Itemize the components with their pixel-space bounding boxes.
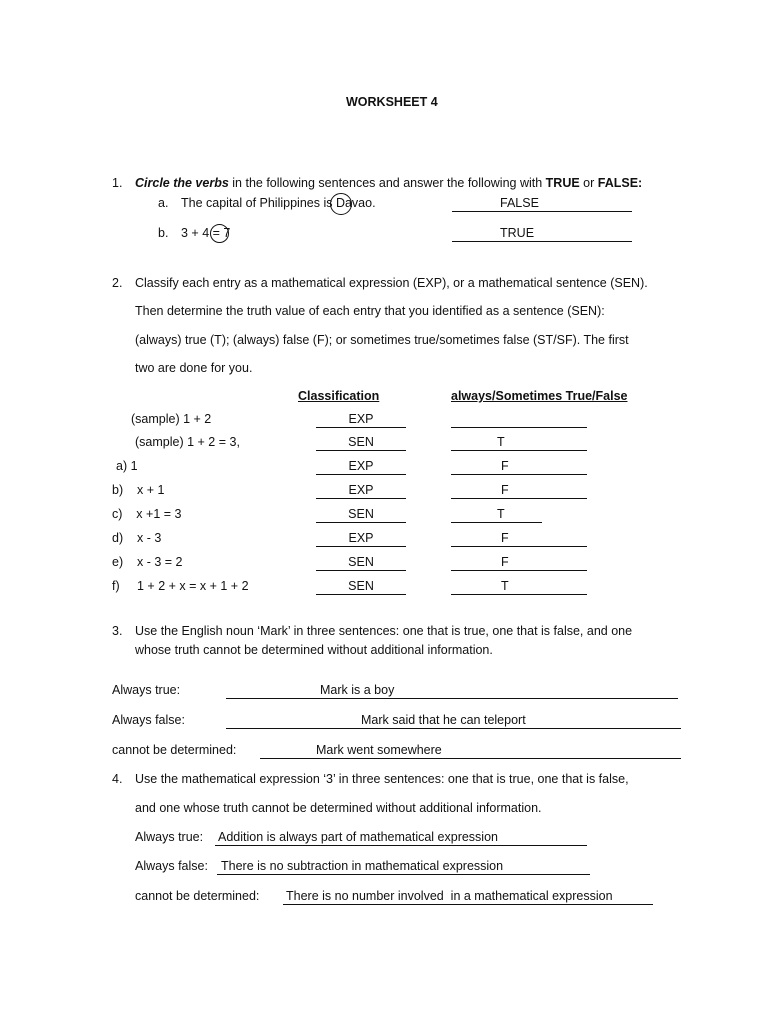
q4-answer-undetermined: There is no number involved in a mathematical expression <box>283 888 653 905</box>
q2-row-truth: T <box>451 506 542 523</box>
q4-label-always-true: Always true: <box>135 830 204 844</box>
q3-answer-always-false: Mark said that he can teleport <box>226 712 681 729</box>
q2-row-truth: F <box>451 482 587 499</box>
q3-answer-undetermined: Mark went somewhere <box>260 742 681 759</box>
q4-answer-always-true: Addition is always part of mathematical expression <box>215 829 587 846</box>
q4-label-undetermined: cannot be determined: <box>135 889 260 903</box>
q2-line-3: (always) true (T); (always) false (F); or sometimes true/sometimes false (ST/SF). The first <box>135 333 629 347</box>
q2-row-classification: SEN <box>316 434 406 451</box>
q3-label-undetermined: cannot be determined: <box>112 743 237 757</box>
column-header-truth: always/Sometimes True/False <box>451 389 628 403</box>
q2-line-2: Then determine the truth value of each entry that you identified as a sentence (SEN): <box>135 304 605 318</box>
q1-item-b-after: 7 <box>219 226 231 240</box>
q1-instr-italic: Circle the verbs <box>135 176 229 190</box>
q3-label-always-false: Always false: <box>112 713 185 727</box>
q1-instr-true: TRUE <box>545 176 580 190</box>
q2-row-label: (sample) 1 + 2 = 3, <box>135 435 240 449</box>
q2-row-truth: F <box>451 458 587 475</box>
q3-line-2: whose truth cannot be determined without additional information. <box>135 643 493 657</box>
q2-row-classification: SEN <box>316 506 406 523</box>
q3-line-1: Use the English noun ‘Mark’ in three sentences: one that is true, one that is false, and one <box>135 624 633 638</box>
q1-instr-or: or <box>579 176 598 190</box>
q2-row-label: d) x - 3 <box>112 531 162 545</box>
q2-row-classification: EXP <box>316 411 406 428</box>
q2-row-classification: EXP <box>316 458 406 475</box>
q1-item-b-before: 3 + 4 <box>181 226 213 240</box>
question-1-instruction <box>135 175 642 191</box>
q2-row-label: (sample) 1 + 2 <box>131 412 212 426</box>
q2-row-classification: EXP <box>316 482 406 499</box>
question-1-number: 1. <box>112 176 123 190</box>
q1-item-a-letter: a. <box>158 196 169 210</box>
q4-answer-always-false: There is no subtraction in mathematical expression <box>217 858 590 875</box>
q1-item-a-before: The capital of Philippines <box>181 196 324 210</box>
question-3-number: 3. <box>112 624 123 638</box>
q3-label-always-true: Always true: <box>112 683 181 697</box>
q1-item-b-answer: TRUE <box>452 225 632 242</box>
q2-line-1: Classify each entry as a mathematical expression (EXP), or a mathematical sentence (SEN). <box>135 276 648 290</box>
q4-line-1: Use the mathematical expression ‘3’ in three sentences: one that is true, one that is false, <box>135 772 629 786</box>
q2-row-label: e) x - 3 = 2 <box>112 555 183 569</box>
q1-item-a-after: Davao. <box>332 196 376 210</box>
q1-item-b-verb: = <box>212 226 220 240</box>
column-header-classification: Classification <box>298 389 380 403</box>
q2-row-truth: F <box>451 530 587 547</box>
q1-item-a-verb: is <box>323 196 333 210</box>
q4-line-2: and one whose truth cannot be determined without additional information. <box>135 801 542 815</box>
q2-row-truth: T <box>451 434 587 451</box>
q2-line-4: two are done for you. <box>135 361 253 375</box>
question-2-number: 2. <box>112 276 123 290</box>
q4-label-always-false: Always false: <box>135 859 208 873</box>
q1-instr-mid: in the following sentences and answer the following with <box>228 176 546 190</box>
verb-circle-mark <box>210 224 229 243</box>
q2-row-truth: F <box>451 554 587 571</box>
q2-row-truth <box>451 411 587 428</box>
q2-row-label: b) x + 1 <box>112 483 165 497</box>
q2-row-truth: T <box>451 578 587 595</box>
verb-circle-mark <box>330 193 352 215</box>
q2-row-classification: SEN <box>316 554 406 571</box>
q3-answer-always-true: Mark is a boy <box>226 682 678 699</box>
q1-instr-false: FALSE: <box>597 176 643 190</box>
q1-item-b-letter: b. <box>158 226 169 240</box>
q1-item-a-answer: FALSE <box>452 195 632 212</box>
question-4-number: 4. <box>112 772 123 786</box>
q2-row-label: f) 1 + 2 + x = x + 1 + 2 <box>112 579 249 593</box>
q2-row-classification: SEN <box>316 578 406 595</box>
q2-row-label: c) x +1 = 3 <box>112 507 182 521</box>
q2-row-classification: EXP <box>316 530 406 547</box>
q2-row-label: a) 1 <box>116 459 138 473</box>
page-title: WORKSHEET 4 <box>346 95 438 109</box>
